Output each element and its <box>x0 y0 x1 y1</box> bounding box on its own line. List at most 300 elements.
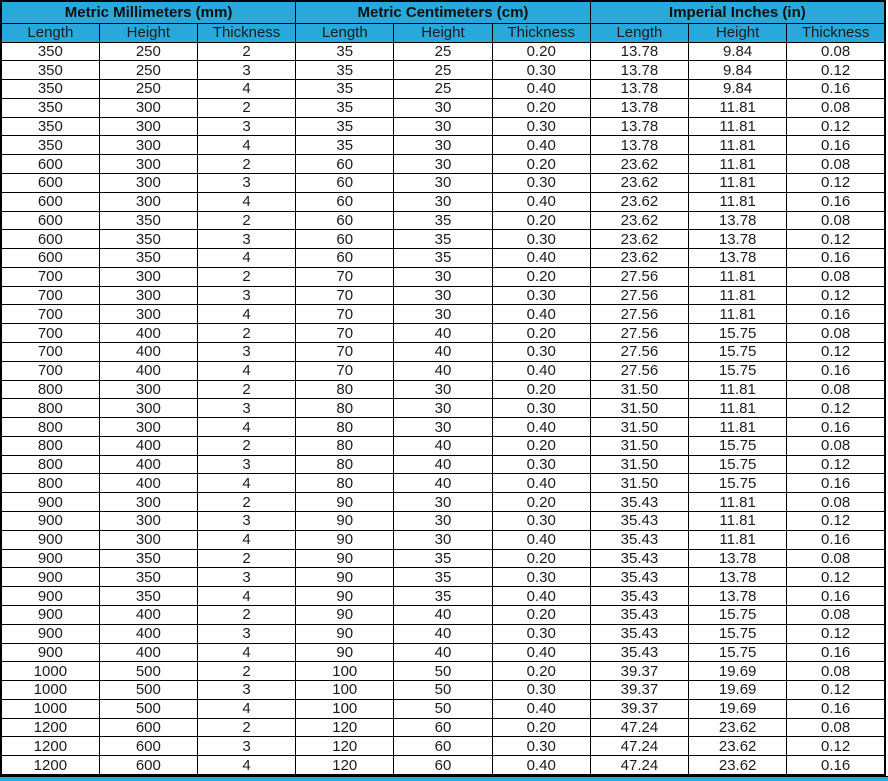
table-cell: 700 <box>1 324 99 343</box>
table-cell: 250 <box>99 42 197 61</box>
col-header-in-thickness: Thickness <box>787 23 885 42</box>
table-cell: 0.12 <box>787 455 885 474</box>
table-cell: 0.08 <box>787 267 885 286</box>
table-cell: 350 <box>99 568 197 587</box>
group-header-in: Imperial Inches (in) <box>590 1 885 23</box>
table-cell: 11.81 <box>689 418 787 437</box>
table-row <box>1 249 885 268</box>
table-cell: 2 <box>197 267 295 286</box>
table-cell: 700 <box>1 267 99 286</box>
table-cell: 2 <box>197 155 295 174</box>
table-cell: 70 <box>296 361 394 380</box>
table-cell: 4 <box>197 136 295 155</box>
table-cell: 1000 <box>1 681 99 700</box>
table-cell: 4 <box>197 361 295 380</box>
table-row <box>1 624 885 643</box>
table-cell: 60 <box>296 173 394 192</box>
table-cell: 350 <box>99 230 197 249</box>
table-cell: 3 <box>197 343 295 362</box>
table-cell: 0.16 <box>787 474 885 493</box>
table-row <box>1 587 885 606</box>
table-cell: 0.16 <box>787 756 885 775</box>
table-cell: 13.78 <box>590 136 688 155</box>
table-cell: 23.62 <box>689 737 787 756</box>
col-header-mm-thickness: Thickness <box>197 23 295 42</box>
table-row <box>1 512 885 531</box>
table-cell: 900 <box>1 587 99 606</box>
table-cell: 350 <box>1 98 99 117</box>
table-cell: 900 <box>1 530 99 549</box>
table-cell: 0.20 <box>492 267 590 286</box>
table-cell: 0.12 <box>787 512 885 531</box>
table-cell: 2 <box>197 549 295 568</box>
table-cell: 0.20 <box>492 98 590 117</box>
table-cell: 600 <box>1 230 99 249</box>
table-cell: 11.81 <box>689 136 787 155</box>
table-cell: 35 <box>394 249 492 268</box>
table-cell: 300 <box>99 267 197 286</box>
table-cell: 15.75 <box>689 436 787 455</box>
table-cell: 3 <box>197 286 295 305</box>
table-cell: 0.20 <box>492 324 590 343</box>
table-cell: 0.20 <box>492 662 590 681</box>
table-cell: 0.16 <box>787 418 885 437</box>
table-cell: 2 <box>197 605 295 624</box>
table-cell: 27.56 <box>590 361 688 380</box>
table-cell: 3 <box>197 512 295 531</box>
table-row <box>1 305 885 324</box>
table-cell: 47.24 <box>590 718 688 737</box>
table-cell: 3 <box>197 737 295 756</box>
table-cell: 30 <box>394 530 492 549</box>
table-cell: 2 <box>197 380 295 399</box>
table-cell: 4 <box>197 418 295 437</box>
table-cell: 25 <box>394 80 492 99</box>
table-cell: 0.30 <box>492 737 590 756</box>
table-cell: 0.12 <box>787 117 885 136</box>
table-cell: 4 <box>197 249 295 268</box>
table-cell: 0.08 <box>787 605 885 624</box>
table-cell: 40 <box>394 436 492 455</box>
table-cell: 0.16 <box>787 643 885 662</box>
table-cell: 0.30 <box>492 455 590 474</box>
table-cell: 27.56 <box>590 305 688 324</box>
table-cell: 35 <box>394 211 492 230</box>
table-cell: 400 <box>99 361 197 380</box>
table-cell: 0.08 <box>787 324 885 343</box>
table-cell: 13.78 <box>689 249 787 268</box>
table-cell: 3 <box>197 230 295 249</box>
table-cell: 900 <box>1 624 99 643</box>
table-body <box>1 42 885 775</box>
table-cell: 70 <box>296 324 394 343</box>
table-cell: 31.50 <box>590 436 688 455</box>
table-cell: 25 <box>394 61 492 80</box>
table-cell: 300 <box>99 493 197 512</box>
col-header-in-height: Height <box>689 23 787 42</box>
table-cell: 700 <box>1 361 99 380</box>
table-cell: 80 <box>296 380 394 399</box>
table-cell: 500 <box>99 681 197 700</box>
table-cell: 300 <box>99 530 197 549</box>
table-cell: 30 <box>394 117 492 136</box>
table-cell: 35 <box>394 230 492 249</box>
table-cell: 80 <box>296 436 394 455</box>
group-header-row <box>1 1 885 23</box>
table-cell: 0.12 <box>787 343 885 362</box>
table-cell: 0.40 <box>492 530 590 549</box>
table-cell: 15.75 <box>689 324 787 343</box>
table-cell: 250 <box>99 61 197 80</box>
table-cell: 0.12 <box>787 737 885 756</box>
table-cell: 23.62 <box>590 155 688 174</box>
table-cell: 70 <box>296 267 394 286</box>
table-cell: 35 <box>296 117 394 136</box>
table-row <box>1 605 885 624</box>
table-cell: 0.40 <box>492 756 590 775</box>
table-cell: 0.40 <box>492 192 590 211</box>
table-cell: 27.56 <box>590 286 688 305</box>
table-cell: 0.30 <box>492 343 590 362</box>
table-cell: 0.12 <box>787 173 885 192</box>
table-cell: 700 <box>1 305 99 324</box>
col-header-mm-height: Height <box>99 23 197 42</box>
table-cell: 30 <box>394 192 492 211</box>
table-cell: 400 <box>99 605 197 624</box>
table-cell: 30 <box>394 267 492 286</box>
table-row <box>1 324 885 343</box>
table-cell: 2 <box>197 436 295 455</box>
table-cell: 900 <box>1 568 99 587</box>
table-cell: 30 <box>394 286 492 305</box>
table-cell: 0.40 <box>492 699 590 718</box>
table-cell: 0.30 <box>492 568 590 587</box>
table-cell: 11.81 <box>689 380 787 399</box>
table-cell: 11.81 <box>689 117 787 136</box>
table-cell: 0.16 <box>787 530 885 549</box>
table-cell: 600 <box>1 155 99 174</box>
table-cell: 3 <box>197 455 295 474</box>
table-cell: 300 <box>99 399 197 418</box>
table-cell: 0.40 <box>492 361 590 380</box>
table-cell: 0.20 <box>492 493 590 512</box>
table-cell: 800 <box>1 455 99 474</box>
table-cell: 0.30 <box>492 286 590 305</box>
table-row <box>1 173 885 192</box>
table-cell: 0.30 <box>492 230 590 249</box>
table-cell: 350 <box>1 117 99 136</box>
table-cell: 2 <box>197 718 295 737</box>
table-cell: 4 <box>197 756 295 775</box>
table-cell: 35 <box>296 136 394 155</box>
table-cell: 40 <box>394 361 492 380</box>
table-row <box>1 286 885 305</box>
table-cell: 35.43 <box>590 624 688 643</box>
table-row <box>1 699 885 718</box>
table-cell: 0.20 <box>492 42 590 61</box>
table-cell: 4 <box>197 643 295 662</box>
table-cell: 1000 <box>1 699 99 718</box>
table-cell: 350 <box>99 587 197 606</box>
table-cell: 40 <box>394 605 492 624</box>
table-cell: 500 <box>99 699 197 718</box>
table-cell: 70 <box>296 305 394 324</box>
table-cell: 400 <box>99 624 197 643</box>
table-cell: 250 <box>99 80 197 99</box>
table-cell: 350 <box>1 136 99 155</box>
table-cell: 0.20 <box>492 436 590 455</box>
table-cell: 60 <box>394 737 492 756</box>
table-cell: 300 <box>99 98 197 117</box>
table-cell: 15.75 <box>689 455 787 474</box>
table-cell: 2 <box>197 211 295 230</box>
table-cell: 300 <box>99 305 197 324</box>
table-cell: 23.62 <box>590 230 688 249</box>
table-cell: 80 <box>296 455 394 474</box>
table-cell: 19.69 <box>689 681 787 700</box>
table-cell: 100 <box>296 681 394 700</box>
table-cell: 600 <box>1 192 99 211</box>
table-row <box>1 662 885 681</box>
table-cell: 0.30 <box>492 624 590 643</box>
table-cell: 25 <box>394 42 492 61</box>
table-cell: 120 <box>296 756 394 775</box>
table-cell: 60 <box>296 230 394 249</box>
table-row <box>1 568 885 587</box>
table-cell: 90 <box>296 624 394 643</box>
table-cell: 0.30 <box>492 399 590 418</box>
table-cell: 35 <box>296 42 394 61</box>
table-cell: 300 <box>99 380 197 399</box>
table-cell: 600 <box>1 249 99 268</box>
table-cell: 0.16 <box>787 249 885 268</box>
table-cell: 0.16 <box>787 192 885 211</box>
table-cell: 13.78 <box>590 80 688 99</box>
table-cell: 4 <box>197 192 295 211</box>
table-cell: 13.78 <box>590 98 688 117</box>
table-cell: 300 <box>99 173 197 192</box>
table-cell: 1200 <box>1 737 99 756</box>
table-cell: 11.81 <box>689 155 787 174</box>
column-header-row <box>1 23 885 42</box>
table-cell: 15.75 <box>689 343 787 362</box>
table-cell: 11.81 <box>689 173 787 192</box>
table-cell: 900 <box>1 549 99 568</box>
table-cell: 30 <box>394 380 492 399</box>
table-cell: 35.43 <box>590 605 688 624</box>
table-cell: 3 <box>197 61 295 80</box>
table-cell: 0.30 <box>492 512 590 531</box>
table-cell: 3 <box>197 568 295 587</box>
table-cell: 13.78 <box>590 61 688 80</box>
table-row <box>1 455 885 474</box>
table-cell: 3 <box>197 681 295 700</box>
table-cell: 2 <box>197 493 295 512</box>
table-cell: 0.08 <box>787 436 885 455</box>
table-cell: 13.78 <box>590 117 688 136</box>
table-cell: 0.20 <box>492 549 590 568</box>
table-cell: 4 <box>197 587 295 606</box>
table-cell: 0.40 <box>492 643 590 662</box>
table-cell: 90 <box>296 512 394 531</box>
table-cell: 60 <box>394 756 492 775</box>
table-cell: 350 <box>99 211 197 230</box>
table-cell: 0.20 <box>492 155 590 174</box>
table-cell: 11.81 <box>689 192 787 211</box>
table-cell: 400 <box>99 436 197 455</box>
table-cell: 9.84 <box>689 61 787 80</box>
table-cell: 40 <box>394 474 492 493</box>
table-row <box>1 42 885 61</box>
table-row <box>1 737 885 756</box>
table-cell: 35.43 <box>590 549 688 568</box>
table-cell: 35.43 <box>590 643 688 662</box>
table-row <box>1 136 885 155</box>
table-cell: 0.16 <box>787 305 885 324</box>
table-cell: 350 <box>1 61 99 80</box>
table-cell: 0.40 <box>492 587 590 606</box>
table-cell: 60 <box>296 249 394 268</box>
table-row <box>1 117 885 136</box>
table-cell: 40 <box>394 643 492 662</box>
table-cell: 80 <box>296 399 394 418</box>
table-cell: 0.16 <box>787 361 885 380</box>
table-cell: 0.30 <box>492 681 590 700</box>
table-cell: 27.56 <box>590 324 688 343</box>
table-row <box>1 436 885 455</box>
table-cell: 13.78 <box>689 587 787 606</box>
table-row <box>1 80 885 99</box>
table-cell: 0.30 <box>492 117 590 136</box>
table-cell: 800 <box>1 474 99 493</box>
table-cell: 40 <box>394 343 492 362</box>
table-cell: 4 <box>197 530 295 549</box>
table-cell: 0.40 <box>492 249 590 268</box>
table-cell: 39.37 <box>590 699 688 718</box>
table-cell: 50 <box>394 681 492 700</box>
table-cell: 300 <box>99 192 197 211</box>
table-row <box>1 418 885 437</box>
table-row <box>1 474 885 493</box>
table-cell: 400 <box>99 643 197 662</box>
col-header-cm-length: Length <box>296 23 394 42</box>
table-cell: 0.12 <box>787 681 885 700</box>
table-cell: 700 <box>1 286 99 305</box>
table-cell: 31.50 <box>590 418 688 437</box>
table-cell: 11.81 <box>689 98 787 117</box>
table-cell: 0.08 <box>787 42 885 61</box>
table-cell: 15.75 <box>689 605 787 624</box>
table-cell: 35 <box>394 587 492 606</box>
table-cell: 11.81 <box>689 493 787 512</box>
table-cell: 50 <box>394 699 492 718</box>
table-cell: 80 <box>296 418 394 437</box>
table-cell: 15.75 <box>689 361 787 380</box>
table-cell: 60 <box>394 718 492 737</box>
table-cell: 0.08 <box>787 718 885 737</box>
table-cell: 30 <box>394 173 492 192</box>
table-cell: 900 <box>1 512 99 531</box>
table-cell: 2 <box>197 324 295 343</box>
table-cell: 31.50 <box>590 380 688 399</box>
table-cell: 350 <box>99 249 197 268</box>
table-row <box>1 380 885 399</box>
table-cell: 11.81 <box>689 512 787 531</box>
table-cell: 400 <box>99 455 197 474</box>
table-cell: 400 <box>99 324 197 343</box>
table-cell: 120 <box>296 737 394 756</box>
table-cell: 9.84 <box>689 42 787 61</box>
col-header-cm-height: Height <box>394 23 492 42</box>
table-cell: 100 <box>296 699 394 718</box>
table-cell: 13.78 <box>590 42 688 61</box>
table-cell: 0.40 <box>492 136 590 155</box>
group-header-mm: Metric Millimeters (mm) <box>1 1 296 23</box>
table-cell: 80 <box>296 474 394 493</box>
table-cell: 4 <box>197 699 295 718</box>
table-cell: 0.08 <box>787 380 885 399</box>
table-cell: 3 <box>197 399 295 418</box>
table-row <box>1 192 885 211</box>
table-row <box>1 211 885 230</box>
table-cell: 35.43 <box>590 493 688 512</box>
table-cell: 23.62 <box>590 249 688 268</box>
table-cell: 800 <box>1 436 99 455</box>
table-cell: 31.50 <box>590 455 688 474</box>
table-cell: 600 <box>99 737 197 756</box>
table-cell: 0.30 <box>492 61 590 80</box>
table-cell: 23.62 <box>689 718 787 737</box>
table-cell: 350 <box>1 42 99 61</box>
table-cell: 70 <box>296 343 394 362</box>
table-cell: 90 <box>296 568 394 587</box>
table-row <box>1 155 885 174</box>
table-cell: 15.75 <box>689 624 787 643</box>
table-cell: 35 <box>296 61 394 80</box>
table-cell: 13.78 <box>689 211 787 230</box>
table-cell: 0.30 <box>492 173 590 192</box>
table-cell: 30 <box>394 493 492 512</box>
table-row <box>1 549 885 568</box>
table-cell: 35.43 <box>590 568 688 587</box>
table-cell: 0.20 <box>492 211 590 230</box>
table-cell: 11.81 <box>689 305 787 324</box>
table-cell: 35 <box>296 98 394 117</box>
table-cell: 600 <box>1 211 99 230</box>
table-cell: 90 <box>296 605 394 624</box>
table-cell: 2 <box>197 98 295 117</box>
table-row <box>1 756 885 775</box>
table-cell: 0.40 <box>492 305 590 324</box>
table-cell: 60 <box>296 211 394 230</box>
group-header-cm: Metric Centimeters (cm) <box>296 1 591 23</box>
table-cell: 900 <box>1 605 99 624</box>
table-cell: 90 <box>296 549 394 568</box>
table-cell: 11.81 <box>689 267 787 286</box>
table-cell: 0.16 <box>787 699 885 718</box>
table-cell: 100 <box>296 662 394 681</box>
table-cell: 2 <box>197 662 295 681</box>
table-cell: 4 <box>197 474 295 493</box>
table-cell: 60 <box>296 155 394 174</box>
table-row <box>1 718 885 737</box>
table-cell: 40 <box>394 624 492 643</box>
table-cell: 40 <box>394 324 492 343</box>
table-cell: 600 <box>1 173 99 192</box>
table-cell: 300 <box>99 512 197 531</box>
table-cell: 0.12 <box>787 286 885 305</box>
table-cell: 35.43 <box>590 587 688 606</box>
